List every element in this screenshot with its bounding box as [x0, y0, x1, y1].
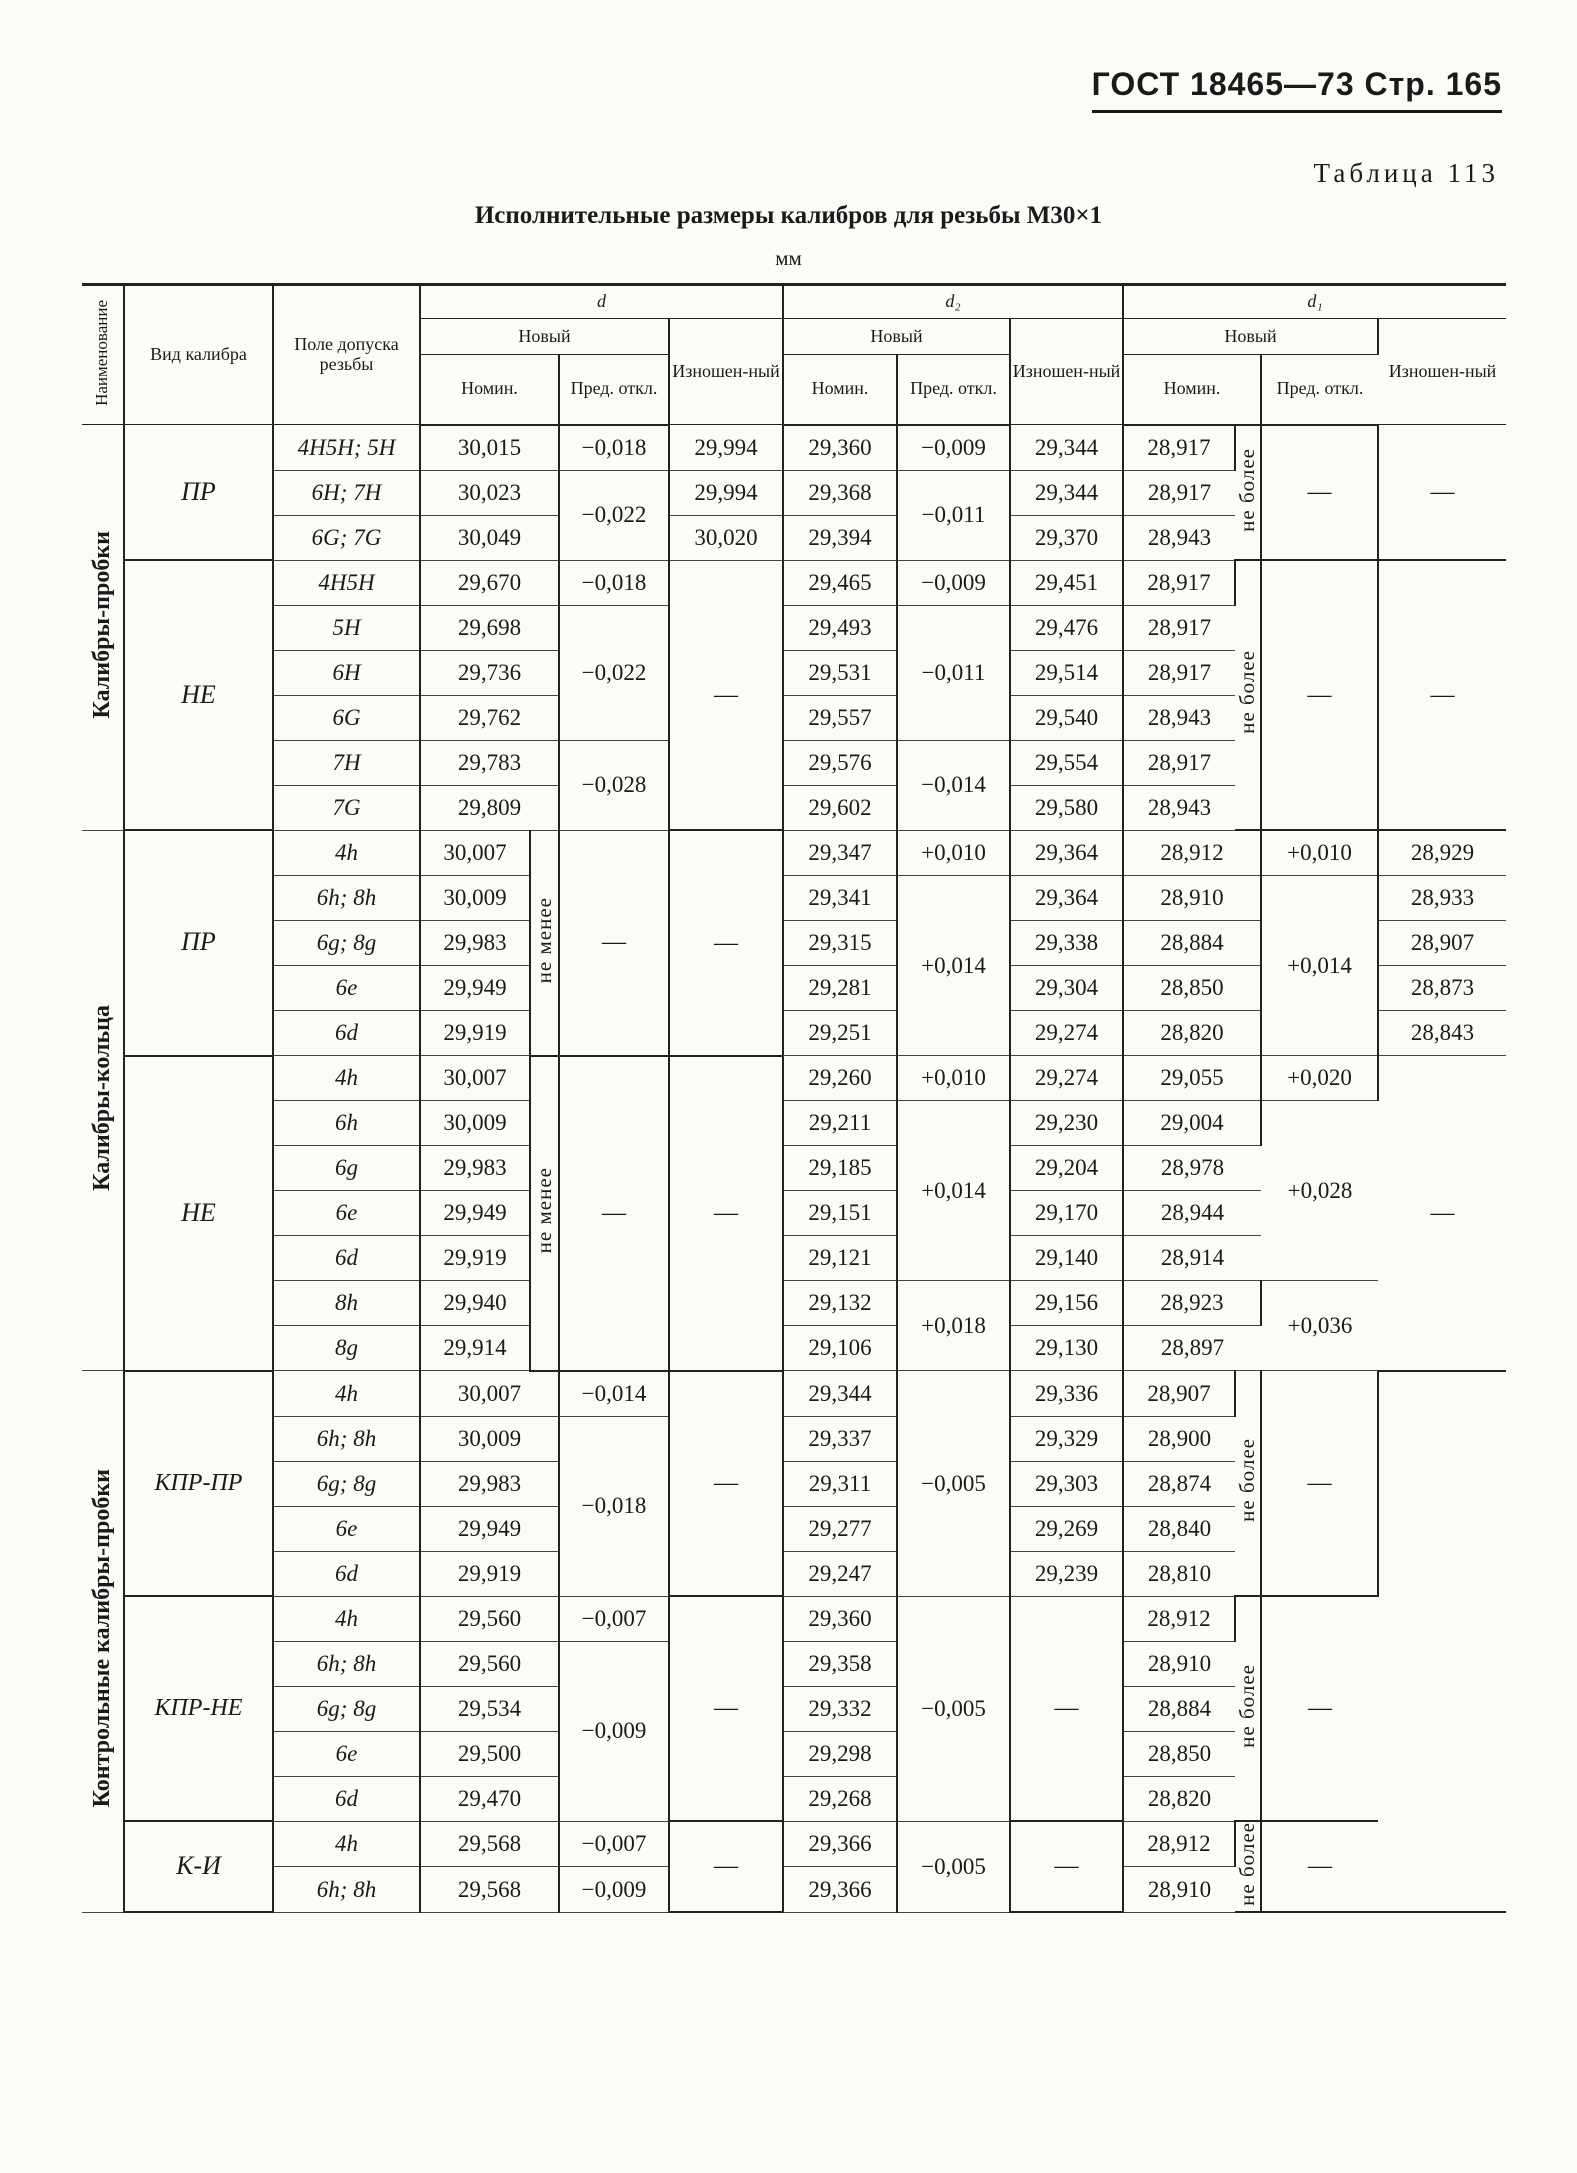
d2-worn: 29,230 [1010, 1101, 1123, 1146]
d1-nominal: 28,917 [1123, 470, 1235, 515]
d-nominal: 29,983 [420, 921, 530, 966]
d-nominal: 29,500 [420, 1731, 559, 1776]
d1-nominal: 28,874 [1123, 1461, 1235, 1506]
d1-deviation: — [1261, 1596, 1378, 1821]
header-d: d [420, 285, 783, 319]
d1-worn: 28,929 [1378, 830, 1506, 876]
tolerance-field: 6h; 8h [273, 1641, 420, 1686]
d1-worn-empty [1378, 1371, 1506, 1913]
d2-nominal: 29,602 [783, 785, 897, 830]
d1-nominal: 28,917 [1123, 650, 1235, 695]
d-deviation: −0,007 [559, 1596, 669, 1641]
d2-nominal: 29,281 [783, 966, 897, 1011]
header-d1: d₁ [1123, 285, 1506, 319]
gauge-type: ПР [124, 830, 273, 1056]
d2-nominal: 29,315 [783, 921, 897, 966]
d2-nominal: 29,394 [783, 515, 897, 560]
table-row [82, 876, 1506, 921]
group-label: Контрольные калибры-пробки [82, 1371, 124, 1913]
d-nominal: 29,809 [420, 785, 559, 830]
d1-deviation: — [1261, 560, 1378, 830]
d1-nominal: 28,912 [1123, 1821, 1235, 1867]
header-tolerance-field: Поле допуска резьбы [273, 285, 420, 425]
d2-nominal: 29,132 [783, 1281, 897, 1326]
d1-nominal: 28,820 [1123, 1776, 1235, 1821]
d1-worn: 28,843 [1378, 1011, 1506, 1056]
d-deviation: −0,009 [559, 1867, 669, 1913]
d1-worn: — [1378, 425, 1506, 561]
d-nominal: 29,919 [420, 1236, 530, 1281]
table-row [82, 425, 1506, 471]
d-nominal: 30,009 [420, 876, 530, 921]
d2-worn: 29,140 [1010, 1236, 1123, 1281]
d2-worn: 29,344 [1010, 425, 1123, 471]
d2-nominal: 29,344 [783, 1371, 897, 1417]
d2-deviation: +0,010 [897, 1056, 1010, 1101]
standard-reference: ГОСТ 18465—73 Стр. 165 [1091, 66, 1502, 102]
d2-deviation: −0,014 [897, 740, 1010, 830]
d2-nominal: 29,260 [783, 1056, 897, 1101]
d2-nominal: 29,366 [783, 1867, 897, 1913]
tolerance-field: 6h [273, 1101, 420, 1146]
d-worn: 29,994 [669, 470, 783, 515]
d2-deviation: −0,011 [897, 470, 1010, 560]
d1-deviation: +0,036 [1261, 1281, 1378, 1371]
tolerance-field: 6e [273, 1731, 420, 1776]
d-worn: 29,994 [669, 425, 783, 471]
header-d2-new: Новый [783, 319, 1010, 355]
tolerance-field: 6H [273, 650, 420, 695]
tolerance-field: 6e [273, 1191, 420, 1236]
group-label: Калибры-пробки [82, 425, 124, 831]
d-worn: 30,020 [669, 515, 783, 560]
d-nominal: 29,560 [420, 1641, 559, 1686]
d-nominal: 29,914 [420, 1326, 530, 1371]
header-d1-nominal: Номин. [1123, 355, 1261, 425]
gauge-type: КПР-ПР [124, 1371, 273, 1597]
header-d1-worn: Изношен-ный [1378, 319, 1506, 425]
d-worn: — [669, 1056, 783, 1371]
tolerance-field: 6h; 8h [273, 876, 420, 921]
note-not-more: не более [1235, 560, 1261, 830]
tolerance-field: 4h [273, 1371, 420, 1417]
d-deviation: −0,009 [559, 1641, 669, 1821]
gauge-dimensions-table [82, 283, 1506, 1913]
d-nominal: 30,023 [420, 470, 559, 515]
header-d2: d₂ [783, 285, 1123, 319]
d2-worn: 29,336 [1010, 1371, 1123, 1417]
d2-worn: 29,514 [1010, 650, 1123, 695]
d1-deviation: — [1261, 1821, 1378, 1912]
table-title: Исполнительные размеры калибров для резьбы М30×1 [474, 202, 1103, 229]
d-nominal: 29,534 [420, 1686, 559, 1731]
d-deviation: −0,022 [559, 470, 669, 560]
d1-nominal: 28,917 [1123, 740, 1235, 785]
table-row [82, 1281, 1506, 1326]
table-row [82, 1101, 1506, 1146]
d2-worn: 29,329 [1010, 1416, 1123, 1461]
d2-nominal: 29,368 [783, 470, 897, 515]
tolerance-field: 4h [273, 830, 420, 876]
d1-nominal: 28,850 [1123, 966, 1261, 1011]
d-deviation: −0,022 [559, 605, 669, 740]
header-gauge-type: Вид калибра [124, 285, 273, 425]
tolerance-field: 6d [273, 1236, 420, 1281]
d1-nominal: 28,912 [1123, 830, 1261, 876]
d2-worn: 29,269 [1010, 1506, 1123, 1551]
d1-nominal: 28,910 [1123, 876, 1261, 921]
d2-nominal: 29,557 [783, 695, 897, 740]
d2-nominal: 29,251 [783, 1011, 897, 1056]
d2-worn: 29,451 [1010, 560, 1123, 605]
d2-nominal: 29,121 [783, 1236, 897, 1281]
d2-nominal: 29,347 [783, 830, 897, 876]
d2-nominal: 29,576 [783, 740, 897, 785]
table-row [82, 560, 1506, 605]
d1-nominal: 28,910 [1123, 1641, 1235, 1686]
d1-nominal: 28,810 [1123, 1551, 1235, 1596]
d1-nominal: 28,840 [1123, 1506, 1235, 1551]
d1-deviation: +0,014 [1261, 876, 1378, 1056]
header-d-worn: Изношен-ный [669, 319, 783, 425]
d-deviation: −0,018 [559, 1416, 669, 1596]
d-nominal: 29,783 [420, 740, 559, 785]
tolerance-field: 6H; 7H [273, 470, 420, 515]
d2-nominal: 29,360 [783, 425, 897, 471]
d1-nominal: 28,820 [1123, 1011, 1261, 1056]
d1-nominal: 29,055 [1123, 1056, 1261, 1101]
table-row [82, 1821, 1506, 1867]
d2-nominal: 29,106 [783, 1326, 897, 1371]
gauge-type: ПР [124, 425, 273, 561]
d2-worn: 29,476 [1010, 605, 1123, 650]
d-nominal: 29,983 [420, 1461, 559, 1506]
d2-deviation: −0,011 [897, 605, 1010, 740]
d1-deviation: — [1261, 1371, 1378, 1597]
tolerance-field: 6h; 8h [273, 1416, 420, 1461]
tolerance-field: 6h; 8h [273, 1867, 420, 1913]
d-deviation: −0,028 [559, 740, 669, 830]
d1-nominal: 28,914 [1123, 1236, 1261, 1281]
d1-nominal: 28,943 [1123, 515, 1235, 560]
d-nominal: 29,568 [420, 1867, 559, 1913]
d1-nominal: 28,978 [1123, 1146, 1261, 1191]
d-nominal: 29,560 [420, 1596, 559, 1641]
d1-nominal: 28,907 [1123, 1371, 1235, 1417]
d2-worn: 29,338 [1010, 921, 1123, 966]
d-nominal: 30,009 [420, 1416, 559, 1461]
d2-deviation: +0,014 [897, 1101, 1010, 1281]
table-row [82, 1596, 1506, 1641]
note-not-more: не более [1235, 1821, 1261, 1912]
d2-worn: 29,274 [1010, 1011, 1123, 1056]
header-d1-deviation: Пред. откл. [1261, 355, 1378, 425]
tolerance-field: 6G; 7G [273, 515, 420, 560]
d2-worn: 29,130 [1010, 1326, 1123, 1371]
gauge-type: НЕ [124, 1056, 273, 1371]
d-nominal: 30,049 [420, 515, 559, 560]
d-nominal: 29,919 [420, 1011, 530, 1056]
d-nominal: 29,949 [420, 1506, 559, 1551]
d2-nominal: 29,358 [783, 1641, 897, 1686]
d1-nominal: 28,943 [1123, 785, 1235, 830]
d2-nominal: 29,341 [783, 876, 897, 921]
d2-worn: 29,370 [1010, 515, 1123, 560]
tolerance-field: 6g [273, 1146, 420, 1191]
d-deviation: — [559, 830, 669, 1056]
d2-nominal: 29,465 [783, 560, 897, 605]
tolerance-field: 6g; 8g [273, 1461, 420, 1506]
d1-nominal: 28,917 [1123, 560, 1235, 605]
d2-nominal: 29,268 [783, 1776, 897, 1821]
d-nominal: 29,470 [420, 1776, 559, 1821]
d2-nominal: 29,247 [783, 1551, 897, 1596]
tolerance-field: 4h [273, 1056, 420, 1101]
tolerance-field: 6g; 8g [273, 1686, 420, 1731]
d-worn: — [669, 830, 783, 1056]
d2-nominal: 29,277 [783, 1506, 897, 1551]
d2-deviation: −0,005 [897, 1371, 1010, 1597]
d2-deviation: +0,010 [897, 830, 1010, 876]
d-nominal: 29,949 [420, 1191, 530, 1236]
d2-deviation: +0,014 [897, 876, 1010, 1056]
d1-worn: 28,907 [1378, 921, 1506, 966]
d2-worn: 29,239 [1010, 1551, 1123, 1596]
d-nominal: 29,698 [420, 605, 559, 650]
tolerance-field: 6e [273, 1506, 420, 1551]
d2-worn: 29,364 [1010, 830, 1123, 876]
d1-worn: — [1378, 560, 1506, 830]
d2-deviation: −0,009 [897, 425, 1010, 471]
d2-worn: 29,274 [1010, 1056, 1123, 1101]
gauge-type: К-И [124, 1821, 273, 1912]
d1-nominal: 28,943 [1123, 695, 1235, 740]
tolerance-field: 4h [273, 1821, 420, 1867]
d2-worn: 29,580 [1010, 785, 1123, 830]
d2-worn: — [1010, 1821, 1123, 1912]
tolerance-field: 6e [273, 966, 420, 1011]
d-nominal: 29,949 [420, 966, 530, 1011]
header-d-new: Новый [420, 319, 669, 355]
d2-nominal: 29,185 [783, 1146, 897, 1191]
d1-nominal: 28,897 [1123, 1326, 1261, 1371]
units-label: мм [775, 246, 802, 270]
d2-worn: 29,156 [1010, 1281, 1123, 1326]
d1-worn: — [1378, 1056, 1506, 1371]
d1-deviation: +0,020 [1261, 1056, 1378, 1101]
d1-nominal: 28,944 [1123, 1191, 1261, 1236]
tolerance-field: 6g; 8g [273, 921, 420, 966]
d2-worn: 29,303 [1010, 1461, 1123, 1506]
d2-worn: 29,554 [1010, 740, 1123, 785]
d1-nominal: 28,884 [1123, 1686, 1235, 1731]
d2-deviation: −0,005 [897, 1821, 1010, 1912]
d2-deviation: −0,009 [897, 560, 1010, 605]
table-row [82, 830, 1506, 876]
note-not-more: не более [1235, 1371, 1261, 1597]
d-worn: — [669, 1371, 783, 1597]
tolerance-field: 4H5H [273, 560, 420, 605]
d-deviation: −0,018 [559, 425, 669, 471]
header-d-nominal: Номин. [420, 355, 559, 425]
d2-nominal: 29,493 [783, 605, 897, 650]
d-deviation: −0,018 [559, 560, 669, 605]
tolerance-field: 4h [273, 1596, 420, 1641]
d1-deviation: +0,028 [1261, 1101, 1378, 1281]
table-row [82, 1056, 1506, 1101]
header-name: Наименование [82, 285, 124, 425]
d-worn: — [669, 1596, 783, 1821]
header-d2-worn: Изношен-ный [1010, 319, 1123, 425]
tolerance-field: 6G [273, 695, 420, 740]
d2-deviation: −0,005 [897, 1596, 1010, 1821]
d1-nominal: 28,912 [1123, 1596, 1235, 1641]
d1-nominal: 28,923 [1123, 1281, 1261, 1326]
d-nominal: 30,015 [420, 425, 559, 471]
d-nominal: 30,007 [420, 1371, 559, 1417]
d-deviation: −0,007 [559, 1821, 669, 1867]
note-not-less: не менее [530, 830, 559, 1056]
tolerance-field: 6d [273, 1551, 420, 1596]
d2-nominal: 29,360 [783, 1596, 897, 1641]
d1-nominal: 28,917 [1123, 425, 1235, 471]
d1-nominal: 28,884 [1123, 921, 1261, 966]
group-label: Калибры-кольца [82, 830, 124, 1371]
d-nominal: 29,762 [420, 695, 559, 740]
gauge-type: НЕ [124, 560, 273, 830]
header-d1-new: Новый [1123, 319, 1378, 355]
d-nominal: 29,568 [420, 1821, 559, 1867]
gauge-type: КПР-НЕ [124, 1596, 273, 1821]
d2-nominal: 29,151 [783, 1191, 897, 1236]
d2-nominal: 29,531 [783, 650, 897, 695]
d-nominal: 29,736 [420, 650, 559, 695]
tolerance-field: 7H [273, 740, 420, 785]
tolerance-field: 4H5H; 5H [273, 425, 420, 471]
note-not-less: не менее [530, 1056, 559, 1371]
d-deviation: — [559, 1056, 669, 1371]
d1-worn: 28,933 [1378, 876, 1506, 921]
note-not-more: не более [1235, 1596, 1261, 1821]
d2-deviation: +0,018 [897, 1281, 1010, 1371]
d2-worn: — [1010, 1596, 1123, 1821]
table-row [82, 1371, 1506, 1417]
d1-deviation: — [1261, 425, 1378, 561]
header-d2-deviation: Пред. откл. [897, 355, 1010, 425]
d2-nominal: 29,211 [783, 1101, 897, 1146]
d-nominal: 30,007 [420, 1056, 530, 1101]
tolerance-field: 5H [273, 605, 420, 650]
d2-worn: 29,364 [1010, 876, 1123, 921]
header-d2-nominal: Номин. [783, 355, 897, 425]
d2-nominal: 29,366 [783, 1821, 897, 1867]
d-nominal: 30,007 [420, 830, 530, 876]
tolerance-field: 7G [273, 785, 420, 830]
d-nominal: 29,983 [420, 1146, 530, 1191]
d2-worn: 29,204 [1010, 1146, 1123, 1191]
tolerance-field: 8h [273, 1281, 420, 1326]
d2-nominal: 29,337 [783, 1416, 897, 1461]
tolerance-field: 8g [273, 1326, 420, 1371]
tolerance-field: 6d [273, 1776, 420, 1821]
d2-nominal: 29,298 [783, 1731, 897, 1776]
d2-nominal: 29,311 [783, 1461, 897, 1506]
d2-worn: 29,344 [1010, 470, 1123, 515]
d-nominal: 29,940 [420, 1281, 530, 1326]
d2-nominal: 29,332 [783, 1686, 897, 1731]
d1-nominal: 29,004 [1123, 1101, 1261, 1146]
d1-nominal: 28,910 [1123, 1867, 1235, 1913]
header-d-deviation: Пред. откл. [559, 355, 669, 425]
d2-worn: 29,540 [1010, 695, 1123, 740]
d-worn: — [669, 1821, 783, 1912]
tolerance-field: 6d [273, 1011, 420, 1056]
d2-worn: 29,304 [1010, 966, 1123, 1011]
d1-nominal: 28,850 [1123, 1731, 1235, 1776]
d-nominal: 29,919 [420, 1551, 559, 1596]
d1-deviation: +0,010 [1261, 830, 1378, 876]
note-not-more: не более [1235, 425, 1261, 561]
d-deviation: −0,014 [559, 1371, 669, 1417]
d1-nominal: 28,917 [1123, 605, 1235, 650]
d1-worn: 28,873 [1378, 966, 1506, 1011]
d-worn: — [669, 560, 783, 830]
d-nominal: 29,670 [420, 560, 559, 605]
d-nominal: 30,009 [420, 1101, 530, 1146]
d1-nominal: 28,900 [1123, 1416, 1235, 1461]
table-number: Таблица 113 [1313, 158, 1499, 188]
d2-worn: 29,170 [1010, 1191, 1123, 1236]
